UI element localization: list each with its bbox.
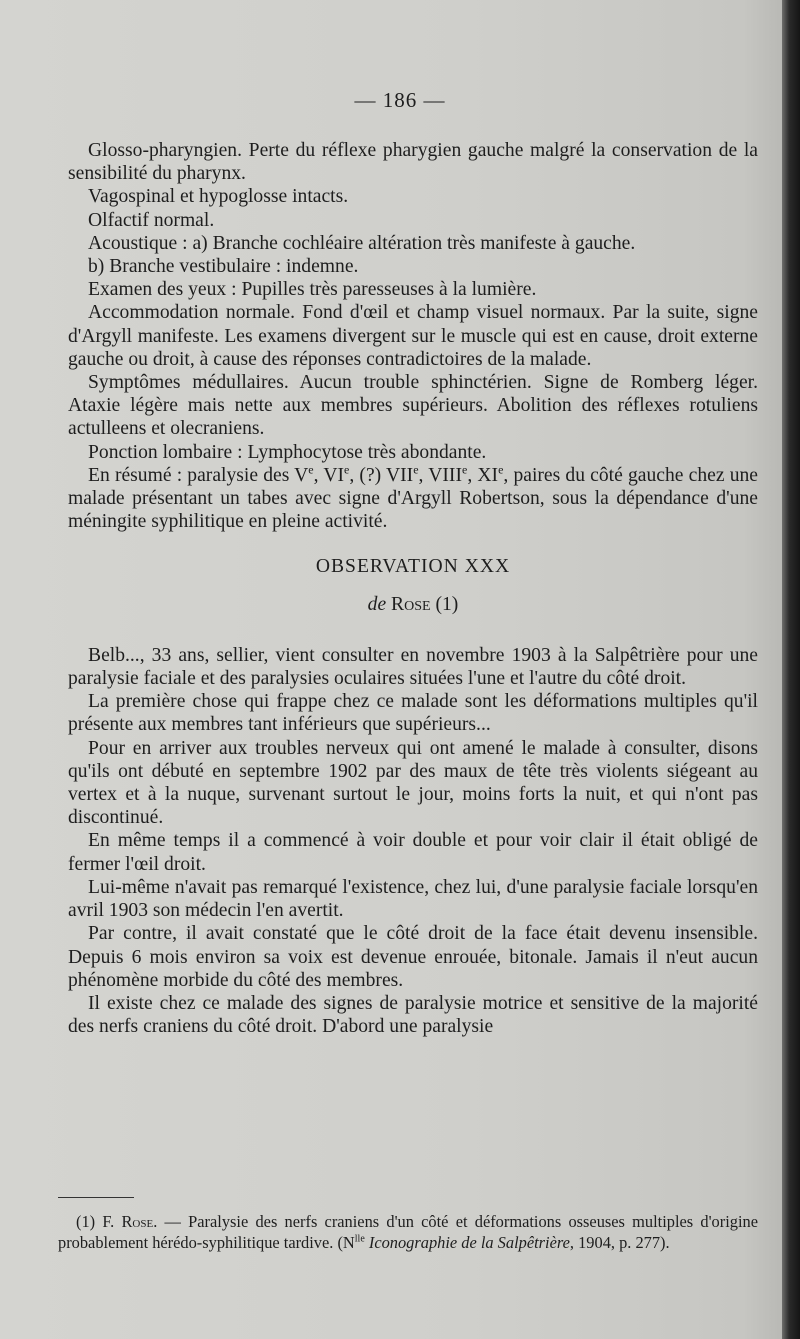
page-number: — 186 — [354, 88, 446, 112]
paragraph: Vagospinal et hypoglosse intacts. [88, 186, 349, 208]
paragraph: Lui-même n'avait pas remarqué l'existence, chez lui, d'une paralysie faciale lorsqu'en avril 1903 son médecin l'en avertit. [68, 876, 758, 922]
observation-author: de Rose (1) [367, 593, 459, 615]
paragraph: Pour en arriver aux troubles nerveux qui ont amené le malade à consulter, disons qu'ils ont débuté en septembre 1902 par des maux de tête très violents siégeant au vertex et à la nuque, survenant surtout le jour, moins forts la nuit, et qui n'ont pas discontinué. [68, 737, 758, 829]
summary-paragraph: En résumé : paralysie des Ve, VIe, (?) VIIe, VIIIe, XIe, paires du côté gauche chez une malade présentant un tabes avec signe d'Argyll Robertson, sous la dépendance d'une méningite syphilitique en pleine activité. [68, 462, 758, 533]
paragraph: Par contre, il avait constaté que le côté droit de la face était devenu insensible. Depuis 6 mois environ sa voix est devenue enrouée, bitonale. Jamais il n'eut aucun phénomène morbide du côté des membres. [68, 923, 758, 991]
paragraph: Accommodation normale. Fond d'œil et champ visuel normaux. Par la suite, signe d'Argyll manifeste. Les examens divergent sur le muscle qui est en cause, droit externe gauche ou droit, à cause des réponses contradictoires de la malade. [68, 302, 758, 370]
paragraph: Belb..., 33 ans, sellier, vient consulter en novembre 1903 à la Salpêtrière pour une paralysie faciale et des paralysies oculaires situées l'une et l'autre du côté droit. [68, 644, 758, 690]
main-text [68, 139, 758, 1038]
observation-title: OBSERVATION XXX [315, 556, 511, 578]
paragraph: Glosso-pharyngien. Perte du réflexe pharygien gauche malgré la conservation de la sensibilité du pharynx. [68, 140, 758, 185]
paragraph: Il existe chez ce malade des signes de paralysie motrice et sensitive de la majorité des nerfs craniens du côté droit. D'abord une paralysie [68, 992, 758, 1038]
paragraph: Ponction lombaire : Lymphocytose très abondante. [88, 441, 487, 463]
paragraph: Examen des yeux : Pupilles très paresseuses à la lumière. [88, 279, 537, 301]
paragraph: Symptômes médullaires. Aucun trouble sphinctérien. Signe de Romberg léger. Ataxie légère mais nette aux membres supérieurs. Abolition des réflexes rotuliens actulleens et olecraniens. [68, 372, 758, 440]
page-binding-shadow [782, 0, 800, 1339]
paragraph: La première chose qui frappe chez ce malade sont les déformations multiples qu'il présente aux membres tant inférieurs que supérieurs... [68, 691, 758, 736]
paragraph: Acoustique : a) Branche cochléaire altération très manifeste à gauche. [88, 232, 636, 254]
paragraph: Olfactif normal. [88, 209, 215, 231]
paragraph: b) Branche vestibulaire : indemne. [88, 256, 359, 278]
footnote-divider [58, 1197, 134, 1198]
footnote: (1) F. Rose. — Paralysie des nerfs craniens d'un côté et déformations osseuses multiples d'origine probablement hérédo-syphilitique tardive. ($N^{lle}$ Iconographie de la Salpêtrière, 1904, p. 277). [58, 1212, 758, 1252]
paragraph: En même temps il a commencé à voir double et pour voir clair il était obligé de fermer l'œil droit. [68, 830, 758, 875]
